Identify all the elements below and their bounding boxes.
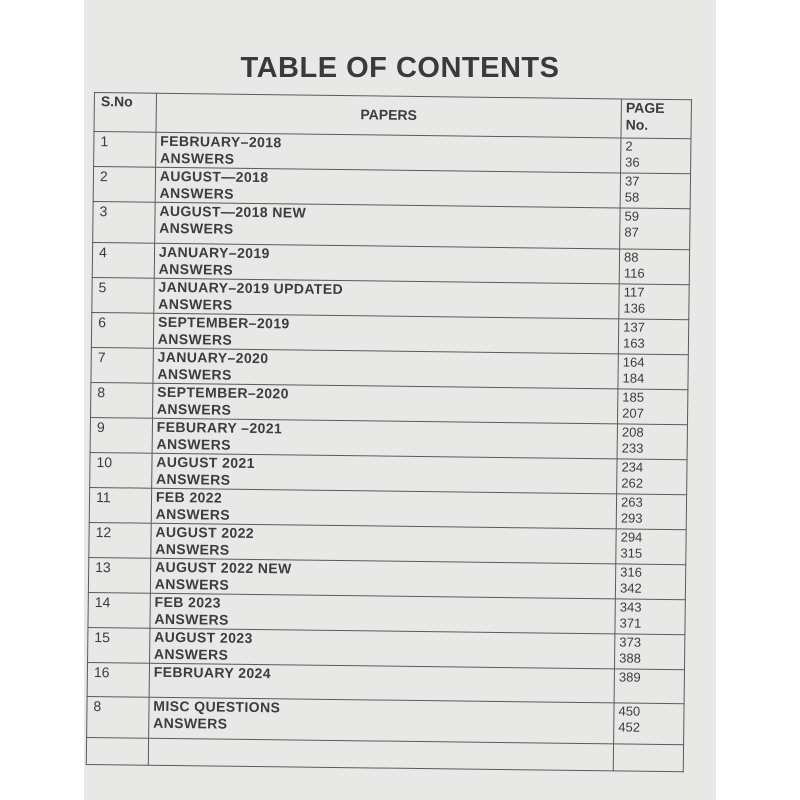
answers-label: ANSWERS	[157, 330, 233, 348]
answers-label: ANSWERS	[153, 645, 229, 663]
serial-number: 4	[98, 244, 107, 261]
serial-number: 7	[97, 349, 106, 366]
paper-cell	[151, 488, 617, 529]
blank-page-cell	[613, 744, 683, 772]
sno-cell	[87, 662, 149, 697]
serial-number: 10	[96, 454, 113, 471]
sno-cell	[89, 522, 151, 558]
serial-number: 2	[99, 168, 108, 185]
sno-cell	[88, 627, 150, 663]
answers-label: ANSWERS	[155, 540, 230, 558]
paper-cell	[152, 383, 618, 424]
page-cell	[614, 669, 684, 704]
sno-cell	[89, 487, 151, 523]
page-cell	[617, 424, 687, 460]
page-cell	[618, 354, 688, 390]
sno-cell	[93, 167, 155, 203]
sno-cell	[87, 696, 149, 738]
sno-cell	[93, 201, 155, 243]
page-start: 389	[618, 669, 641, 685]
page-cell	[616, 494, 686, 530]
page-start: 316	[620, 564, 643, 580]
paper-cell	[149, 663, 615, 703]
page-end: 388	[619, 650, 641, 666]
serial-number: 13	[95, 559, 111, 576]
page-start: 234	[621, 459, 644, 475]
page-cell	[618, 389, 688, 425]
paper-cell	[150, 593, 616, 634]
serial-number: 6	[98, 314, 107, 331]
blank-sno-cell	[86, 737, 148, 765]
page-end: 163	[622, 335, 645, 351]
paper-cell	[154, 278, 620, 319]
paper-cell	[153, 348, 619, 389]
answers-label: ANSWERS	[153, 714, 228, 732]
paper-title: SEPTEMBER–2020	[157, 383, 289, 402]
page-cell	[619, 249, 689, 285]
answers-label: ANSWERS	[159, 219, 234, 237]
answers-label: ANSWERS	[154, 610, 229, 628]
paper-title: AUGUST 2022 NEW	[154, 558, 292, 577]
page-cell	[621, 138, 691, 174]
paper-cell	[154, 202, 620, 249]
serial-number: 16	[93, 664, 110, 681]
page-start: 2	[625, 138, 633, 154]
paper-title: FEBRUARY–2018	[160, 132, 282, 151]
paper-cell	[149, 628, 615, 669]
answers-label: ANSWERS	[154, 575, 230, 593]
contents-table	[86, 92, 692, 772]
page-end: 233	[621, 440, 644, 456]
sno-cell	[92, 277, 154, 313]
sno-cell	[90, 452, 152, 488]
paper-title: FEB 2023	[154, 593, 221, 611]
page-start: 88	[623, 249, 639, 265]
sno-cell	[88, 557, 150, 593]
paper-cell	[154, 243, 620, 284]
paper-title: JANUARY–2019	[158, 243, 270, 262]
page-cell	[616, 529, 686, 565]
page-start: 208	[621, 424, 644, 440]
answers-label: ANSWERS	[158, 295, 233, 313]
page-end: 342	[619, 580, 642, 596]
page-end: 207	[622, 405, 644, 421]
page-start: 117	[623, 284, 645, 300]
paper-cell	[153, 313, 619, 354]
serial-number: 5	[98, 279, 107, 296]
table-row	[93, 201, 690, 249]
table-row	[87, 696, 684, 744]
page-end: 315	[620, 545, 643, 561]
blank-paper-cell	[148, 738, 614, 771]
header-page-line2: No.	[625, 116, 649, 133]
serial-number: 1	[100, 133, 109, 150]
page-end: 58	[624, 189, 640, 205]
sno-cell	[88, 592, 150, 628]
page-start: 37	[624, 173, 640, 189]
page-title: TABLE OF CONTENTS	[240, 52, 560, 84]
serial-number: 8	[97, 384, 106, 401]
paper-title: AUGUST—2018	[159, 167, 269, 186]
page-end: 184	[622, 370, 645, 386]
paper-title: AUGUST 2023	[154, 628, 253, 646]
serial-number: 15	[94, 629, 111, 646]
page-end: 452	[618, 719, 641, 735]
sno-cell	[94, 132, 156, 168]
header-page	[621, 99, 691, 139]
paper-title: FEBURARY –2021	[156, 418, 283, 437]
paper-title: AUGUST 2021	[156, 453, 255, 471]
page-end: 87	[624, 224, 639, 240]
page-cell	[619, 284, 689, 320]
answers-label: ANSWERS	[156, 470, 231, 488]
paper-title: AUGUST 2022	[155, 523, 255, 541]
paper-cell	[150, 558, 616, 599]
paper-cell	[155, 167, 621, 208]
serial-number: 3	[99, 203, 108, 220]
paper-cell	[151, 523, 617, 564]
answers-label: ANSWERS	[155, 505, 231, 523]
page-end: 136	[623, 300, 646, 316]
answers-label: ANSWERS	[159, 149, 235, 167]
serial-number: 8	[93, 698, 102, 715]
page-start: 294	[620, 529, 643, 545]
serial-number: 12	[95, 524, 112, 541]
page-end: 371	[619, 615, 642, 631]
page-cell	[620, 173, 690, 209]
paper-title: JANUARY–2020	[157, 348, 269, 367]
paper-title: SEPTEMBER–2019	[157, 313, 290, 332]
page-start: 185	[622, 389, 645, 405]
page-cell	[615, 564, 685, 600]
page-cell	[614, 703, 684, 745]
answers-label: ANSWERS	[156, 435, 231, 453]
answers-label: ANSWERS	[159, 184, 235, 202]
serial-number: 14	[94, 594, 111, 611]
paper-title: FEBRUARY 2024	[153, 663, 272, 682]
paper-cell	[151, 453, 617, 494]
page-cell	[618, 319, 688, 355]
paper-title: AUGUST—2018 NEW	[159, 202, 307, 221]
paper-cell	[155, 132, 621, 173]
page-end: 262	[621, 475, 644, 491]
page-end: 293	[620, 510, 643, 526]
answers-label: ANSWERS	[156, 400, 232, 418]
answers-label: ANSWERS	[157, 365, 232, 383]
paper-title: MISC QUESTIONS	[153, 697, 281, 716]
sno-cell	[90, 417, 152, 453]
page-start: 263	[620, 494, 643, 510]
sno-cell	[91, 347, 153, 383]
page-cell	[617, 459, 687, 495]
header-page-line1: PAGE	[625, 99, 665, 116]
paper-cell	[152, 418, 618, 459]
paper-title: JANUARY–2019 UPDATED	[158, 278, 344, 298]
header-sno: S.No	[94, 93, 156, 133]
page-cell	[615, 599, 685, 635]
page-end: 36	[625, 154, 640, 170]
serial-number: 11	[95, 489, 111, 506]
answers-label: ANSWERS	[158, 260, 234, 278]
page-cell	[615, 634, 685, 670]
sno-cell	[91, 312, 153, 348]
paper-title: FEB 2022	[155, 488, 223, 506]
page-start: 450	[618, 703, 641, 719]
sno-cell	[91, 382, 153, 418]
page-start: 164	[622, 354, 645, 370]
page-start: 373	[619, 634, 642, 650]
page-cell	[620, 208, 690, 250]
page-start: 137	[623, 319, 646, 335]
paper-cell	[148, 697, 614, 744]
page-start: 343	[619, 599, 642, 615]
sno-cell	[92, 242, 154, 278]
page-end: 116	[623, 265, 645, 281]
serial-number: 9	[96, 419, 105, 436]
header-papers: PAPERS	[156, 93, 622, 138]
page-start: 59	[624, 208, 640, 224]
